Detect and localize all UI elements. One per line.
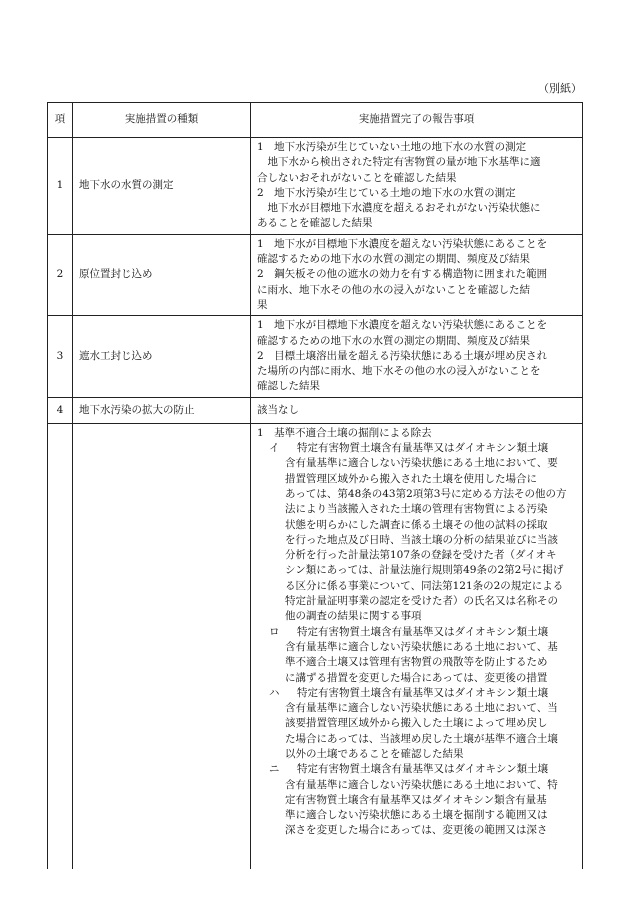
report-line: 該当なし <box>257 403 299 416</box>
row-number: 1 <box>48 138 73 235</box>
measure-type: 地下水の水質の測定 <box>73 138 251 235</box>
report-subitem-line: 状態を明らかにした調査に係る土壌その他の試料の採取 <box>285 518 548 531</box>
report-table <box>47 102 583 869</box>
table-row <box>48 234 583 315</box>
report-items <box>251 234 583 315</box>
report-subitem-line: 他の調査の結果に関する事項 <box>285 610 422 623</box>
report-line: 2 目標土壌溶出量を超える汚染状態にある土壌が埋め戻され <box>257 349 548 362</box>
report-line: 合しないおそれがないことを確認した結果 <box>257 171 457 184</box>
row-number: 3 <box>48 316 73 397</box>
report-subitem-line: 分析を行った計量法第107条の登録を受けた者（ダイオキ <box>285 549 557 562</box>
row-number <box>48 423 73 869</box>
subitem-text: 特定有害物質土壌含有量基準又はダイオキシン類土壌 <box>297 625 549 638</box>
measure-type: 地下水汚染の拡大の防止 <box>73 397 251 423</box>
report-subitem-line: 含有量基準に適合しない汚染状態にある土地において、特 <box>285 778 558 791</box>
report-subitem-line: 定有害物質土壌含有量基準又はダイオキシン類含有量基 <box>285 793 547 806</box>
subitem-marker: イ <box>269 442 280 455</box>
report-line: 地下水から検出された特定有害物質の量が地下水基準に適 <box>257 156 541 169</box>
measure-type: 原位置封じ込め <box>73 234 251 315</box>
report-items <box>251 316 583 397</box>
header-report: 実施措置完了の報告事項 <box>251 103 583 138</box>
report-subitem-line: た場合にあっては、当該埋め戻した土壌が基準不適合土壌 <box>285 732 558 745</box>
table-row <box>48 423 583 869</box>
subitem-text: 特定有害物質土壌含有量基準又はダイオキシン類土壌 <box>297 686 549 699</box>
measure-type: 遮水工封じ込め <box>73 316 251 397</box>
report-subitem-line: 特定計量証明事業の認定を受けた者）の氏名又は名称その <box>285 595 558 608</box>
report-subitem-line: 準不適合土壌又は管理有害物質の飛散等を防止するため <box>285 656 548 669</box>
report-heading: 1 基準不適合土壌の掘削による除去 <box>257 426 432 439</box>
report-items <box>251 138 583 235</box>
report-subitem-line: 該要措置管理区域外から搬入した土壌によって埋め戻し <box>285 717 548 730</box>
report-items <box>251 397 583 423</box>
report-subitem-line: 含有量基準に適合しない汚染状態にある土地において、当 <box>285 702 558 715</box>
report-subitem-first-line <box>257 686 578 701</box>
report-items <box>251 423 583 869</box>
report-line: 1 地下水が目標地下水濃度を超えない汚染状態にあることを <box>257 319 548 332</box>
subitem-marker: ロ <box>269 625 280 638</box>
report-line: 地下水が目標地下水濃度を超えるおそれがない汚染状態に <box>257 202 541 215</box>
report-line: あることを確認した結果 <box>257 217 373 230</box>
table-header-row <box>48 103 583 138</box>
report-subitem-line: 措置管理区域外から搬入された土壌を使用した場合に <box>285 472 537 485</box>
subitem-marker: ニ <box>269 763 280 776</box>
report-subitem-line: 準に適合しない汚染状態にある土壌を掘削する範囲又は <box>285 809 548 822</box>
annex-label: （別紙） <box>538 82 582 95</box>
table-row <box>48 316 583 397</box>
report-subitem-line: 含有量基準に適合しない汚染状態にある土地において、要 <box>285 457 558 470</box>
report-line: 確認するための地下水の水質の測定の期間、頻度及び結果 <box>257 334 530 347</box>
report-line: 1 地下水が目標地下水濃度を超えない汚染状態にあることを <box>257 237 548 250</box>
report-line: に雨水、地下水その他の水の浸入がないことを確認した結 <box>257 283 530 296</box>
report-line: 確認した結果 <box>257 380 320 393</box>
report-line: 1 地下水汚染が生じていない土地の地下水の水質の測定 <box>257 141 527 153</box>
report-subitem-first-line <box>257 625 578 640</box>
report-line: 2 地下水汚染が生じている土地の地下水の水質の測定 <box>257 186 516 199</box>
report-subitem-line: 含有量基準に適合しない汚染状態にある土地において、基 <box>285 640 558 653</box>
subitem-marker: ハ <box>269 686 280 699</box>
report-line: 果 <box>257 298 268 311</box>
report-subitem-first-line <box>257 762 578 777</box>
report-line: 確認するための地下水の水質の測定の期間、頻度及び結果 <box>257 253 530 266</box>
report-subitem-line: を行った地点及び日時、当該土壌の分析の結果並びに当該 <box>285 533 558 546</box>
subitem-text: 特定有害物質土壌含有量基準又はダイオキシン類土壌 <box>297 442 549 455</box>
header-no: 項 <box>48 103 73 138</box>
report-subitem-first-line <box>257 441 578 456</box>
report-subitem-line: シン類にあっては、計量法施行規則第49条の2第2号に掲げ <box>285 564 564 577</box>
table-row <box>48 397 583 423</box>
row-number: 2 <box>48 234 73 315</box>
measure-type <box>73 423 251 869</box>
report-subitem-line: に講ずる措置を変更した場合にあっては、変更後の措置 <box>285 671 548 684</box>
report-subitem-line: る区分に係る事業について、同法第121条の2の規定による <box>285 579 564 592</box>
report-line: た場所の内部に雨水、地下水その他の水の浸入がないことを <box>257 365 541 378</box>
table-row <box>48 138 583 235</box>
subitem-text: 特定有害物質土壌含有量基準又はダイオキシン類土壌 <box>297 763 549 776</box>
report-subitem-line: 法により当該搬入された土壌の管理有害物質による汚染 <box>285 503 548 516</box>
report-line: 2 鋼矢板その他の遮水の効力を有する構造物に囲まれた範囲 <box>257 268 548 281</box>
report-subitem-line: 以外の土壌であることを確認した結果 <box>285 747 464 760</box>
report-subitem-line: あっては、第48条の43第2項第3号に定める方法その他の方 <box>285 487 567 500</box>
row-number: 4 <box>48 397 73 423</box>
header-type: 実施措置の種類 <box>73 103 251 138</box>
report-subitem-line: 深さを変更した場合にあっては、変更後の範囲又は深さ <box>285 824 548 837</box>
